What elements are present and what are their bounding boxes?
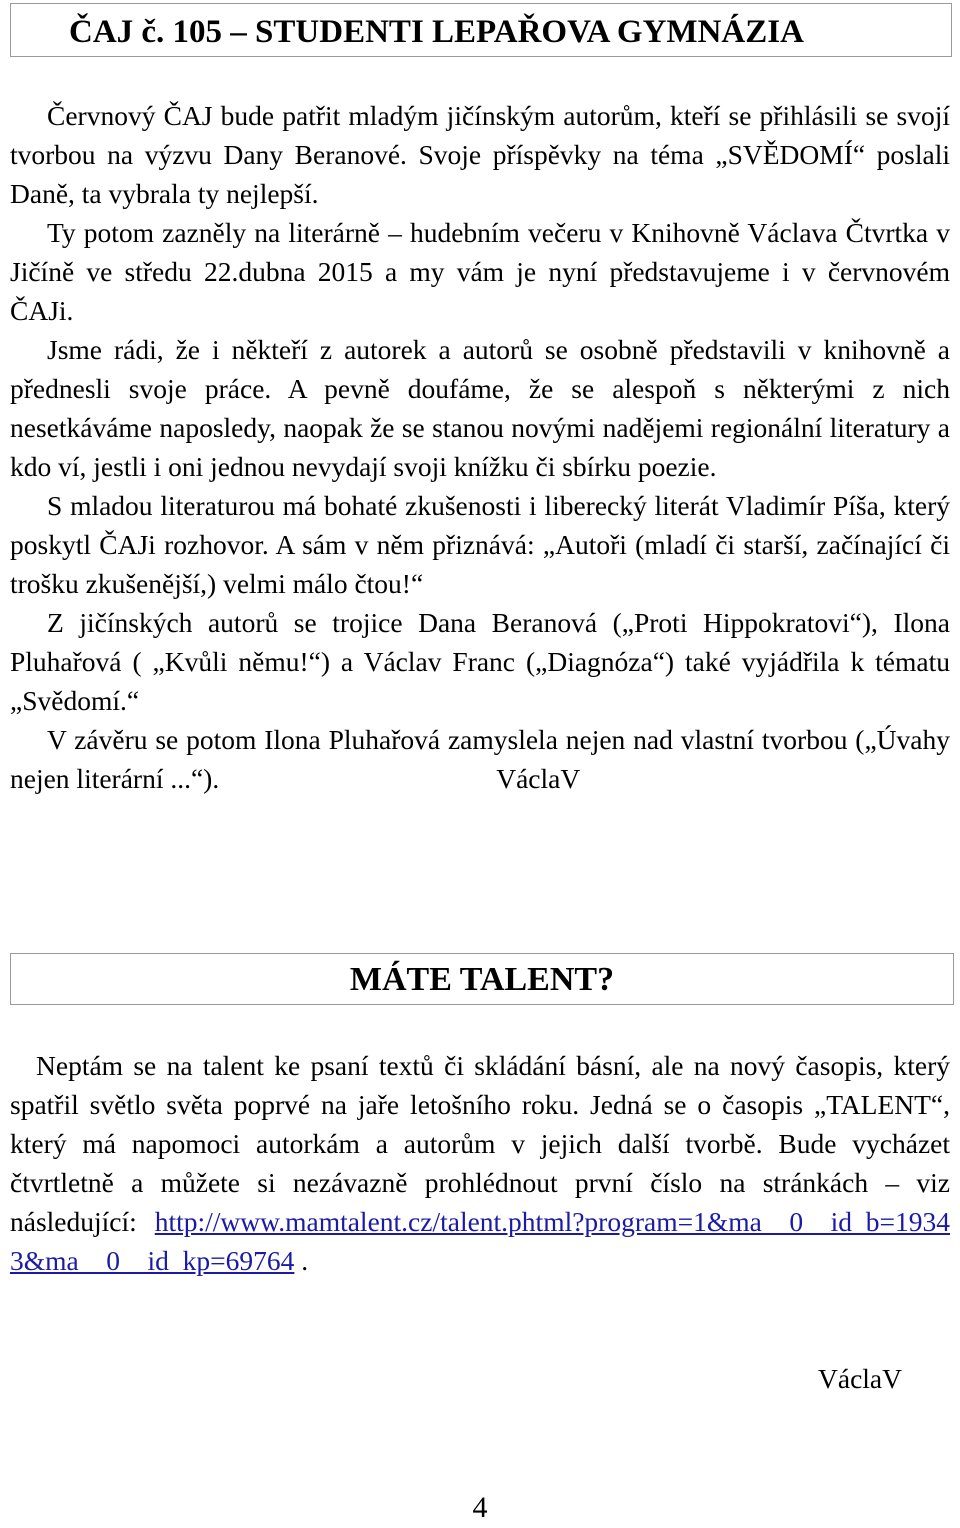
article1-paragraph-6 bbox=[10, 720, 950, 798]
article2-signature: VáclaV bbox=[818, 1363, 902, 1394]
article2-body bbox=[10, 1046, 950, 1280]
article2-title: MÁTE TALENT? bbox=[349, 961, 615, 998]
article1-paragraph-3: Jsme rádi, že i někteří z autorek a autorů se osobně představili v knihovně a přednesli svoje práce. A pevně doufáme, že se alespoň s některými z nich nesetkáváme naposledy, naopak že se stanou novými nadějemi regionální literatury a kdo ví, jestli i oni jednou nevydají svoji knížku či sbírku poezie. bbox=[10, 334, 950, 482]
article2-paragraph-text: Neptám se na talent ke psaní textů či skládání básní, ale na nový časopis, který spatřil světlo světa poprvé na jaře letošního roku. Jedná se o časopis „TALENT“, který má napomoci autorkám a autorům v jejich další tvorbě. Bude vycházet čtvrtletně a můžete si nezávazně prohlédnout první číslo na stránkách – viz následující: bbox=[10, 1050, 950, 1237]
article2-title-box bbox=[10, 953, 954, 1005]
article1-body bbox=[10, 96, 950, 798]
article2-after-link: . bbox=[294, 1245, 309, 1276]
article2-paragraph bbox=[10, 1046, 950, 1280]
talent-magazine-link[interactable]: http://www.mamtalent.cz/talent.phtml?program=1&ma__0__id_b=19343&ma__0__id_kp=69764 bbox=[10, 1206, 950, 1276]
article1-paragraph-2: Ty potom zazněly na literárně – hudebním večeru v Knihovně Václava Čtvrtka v Jičíně ve středu 22.dubna 2015 a my vám je nyní představujeme i v červnovém ČAJi. bbox=[10, 217, 950, 326]
article1-title-box bbox=[10, 3, 952, 57]
article1-paragraph-5: Z jičínských autorů se trojice Dana Beranová („Proti Hippokratovi“), Ilona Pluhařová ( „Kvůli němu!“) a Václav Franc („Diagnóza“) také vyjádřila k tématu „Svědomí.“ bbox=[10, 607, 950, 716]
article1-title: ČAJ č. 105 – STUDENTI LEPAŘOVA GYMNÁZIA bbox=[69, 14, 804, 50]
article1-signature: VáclaV bbox=[496, 763, 581, 794]
article1-paragraph-1: Červnový ČAJ bude patřit mladým jičínským autorům, kteří se přihlásili se svojí tvorbou na výzvu Dany Beranové. Svoje příspěvky na téma „SVĚDOMÍ“ poslali Daně, ta vybrala ty nejlepší. bbox=[10, 100, 950, 209]
article1-paragraph-4: S mladou literaturou má bohaté zkušenosti i liberecký literát Vladimír Píša, který poskytl ČAJi rozhovor. A sám v něm přiznává: „Autoři (mladí či starší, začínající či trošku zkušenější,) velmi málo čtou!“ bbox=[10, 490, 950, 599]
page-number: 4 bbox=[472, 1491, 488, 1524]
article1-last-paragraph-text: V závěru se potom Ilona Pluhařová zamyslela nejen nad vlastní tvorbou („Úvahy nejen literární ...“). bbox=[10, 724, 950, 794]
